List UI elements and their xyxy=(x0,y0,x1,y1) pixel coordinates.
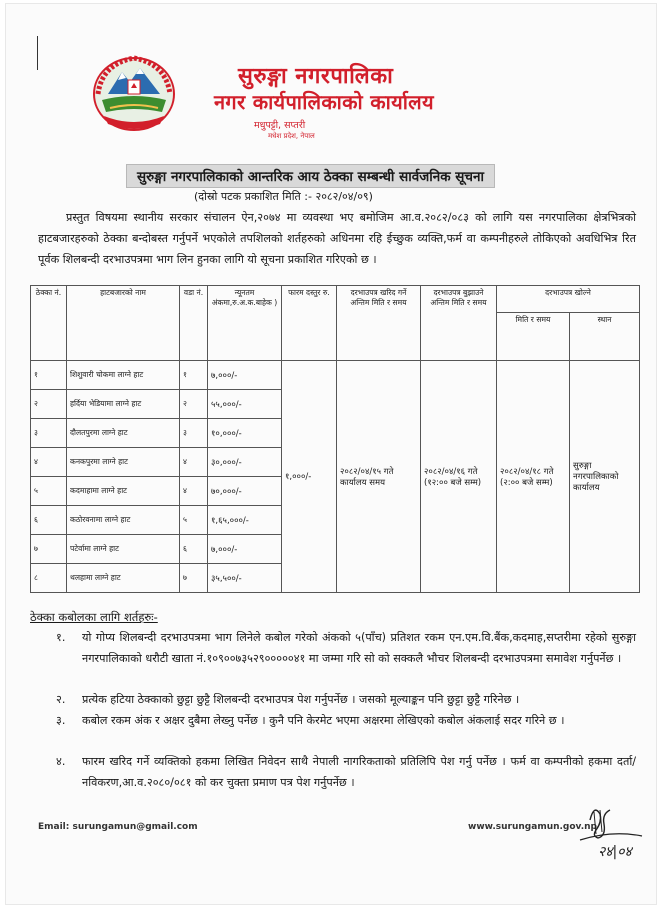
cell-sn: १ xyxy=(31,361,67,390)
condition-number: २. xyxy=(56,693,66,706)
handwritten-signature xyxy=(572,800,650,860)
cell-sn: २ xyxy=(31,390,67,419)
province: मधेश प्रदेश, नेपाल xyxy=(268,132,315,140)
cell-ward: ४ xyxy=(180,477,208,506)
cell-opening-datetime: २०८२/०४/१८ गते (२:०० बजे सम्म) xyxy=(497,361,570,593)
header-ward: वडा नं. xyxy=(180,286,208,361)
cell-ward: ३ xyxy=(180,419,208,448)
cell-market-name: हर्दिया भेडियामा लाग्ने हाट xyxy=(67,390,180,419)
header-min-amount: न्यूनतम अंकमा,रु.अ.क.बाहेक ) xyxy=(208,286,282,361)
cell-market-name: कठोरवनामा लाग्ने हाट xyxy=(67,506,180,535)
condition-item xyxy=(56,628,636,669)
conditions-heading: ठेक्का कबोलका लागि शर्तहरुः- xyxy=(30,610,158,624)
cell-market-name: दौलतपुरमा लाग्ने हाट xyxy=(67,419,180,448)
margin-mark xyxy=(37,36,38,70)
header-market-name: हाटबजारको नाम xyxy=(67,286,180,361)
cell-purchase-deadline: २०८२/०४/१५ गते कार्यालय समय xyxy=(337,361,421,593)
cell-sn: ३ xyxy=(31,419,67,448)
condition-item xyxy=(56,752,636,793)
nepal-emblem-logo xyxy=(88,50,180,134)
office-name: नगर कार्यपालिकाको कार्यालय xyxy=(214,90,434,114)
cell-form-fee: १,०००/- xyxy=(282,361,337,593)
condition-number: ४. xyxy=(56,755,66,768)
cell-amount: ३५,५००/- xyxy=(208,564,282,593)
cell-sn: ६ xyxy=(31,506,67,535)
signature-date: २४|०४ xyxy=(598,844,632,860)
notice-title: सुरुङ्गा नगरपालिकाको आन्तरिक आय ठेक्का सम्बन्धी सार्वजनिक सूचना xyxy=(126,164,495,188)
header-opening: दरभाउपत्र खोल्ने xyxy=(497,286,640,313)
header-form-fee: फारम दस्तुर रु. xyxy=(282,286,337,361)
condition-item xyxy=(56,711,636,732)
cell-ward: ७ xyxy=(180,564,208,593)
condition-text: यो गोप्य शिलबन्दी दरभाउपत्रमा भाग लिनेले कबोल गरेको अंकको ५(पाँच) प्रतिशत रकम एन.एम.वि.बैंक,कदमाह,सप्तरीमा रहेको सुरुङ्गा नगरपालिकाको धरौटी खाता नं.१०९००७३५२९०००००४१ मा जम्मा गरि सो को सक्कलै भौचर शिलबन्दी दरभाउपत्रमा समावेश गर्नुपर्नेछ । xyxy=(82,631,636,665)
cell-amount: ७,०००/- xyxy=(208,361,282,390)
website-url: www.surungamun.gov.np xyxy=(468,822,597,832)
condition-text: फारम खरिद गर्ने व्यक्तिको हकमा लिखित निवेदन साथै नेपाली नागरिकताको प्रतिलिपि पेश गर्नु पर्नेछ । फर्म वा कम्पनीको हकमा दर्ता/नविकरण,आ.व.२०८०/०८१ को कर चुक्ता प्रमाण पत्र पेश गर्नुपर्नेछ । xyxy=(82,755,636,789)
header-opening-datetime: मिति र समय xyxy=(497,313,570,361)
cell-market-name: थलहामा लाग्ने हाट xyxy=(67,564,180,593)
cell-market-name: कदमाहामा लाग्ने हाट xyxy=(67,477,180,506)
table-row xyxy=(31,361,640,390)
cell-ward: ४ xyxy=(180,448,208,477)
header-opening-place: स्थान xyxy=(570,313,640,361)
condition-text: प्रत्येक हटिया ठेक्काको छुट्टा छुट्टै शिलबन्दी दरभाउपत्र पेश गर्नुपर्नेछ । जसको मूल्याङ्कन पनि छुट्टा छुट्टै गरिनेछ । xyxy=(82,693,520,706)
cell-opening-place: सुरुङ्गा नगरपालिकाको कार्यालय xyxy=(570,361,640,593)
intro-paragraph: प्रस्तुत विषयमा स्थानीय सरकार संचालन ऐन,२०७४ मा व्यवस्था भए बमोजिम आ.व.२०८२/०८३ को लागि यस नगरपालिका क्षेत्रभित्रको हाटबजारहरुको ठेक्का बन्दोबस्त गर्नुपर्ने भएकोले तपशिलको शर्तहरुको अधिनमा रहि ईच्छुक व्यक्ति,फर्म वा कम्पनीहरुले तोकिएको अवधिभित्र रित पूर्वक शिलबन्दी दरभाउपत्रमा भाग लिन हुनका लागि यो सूचना प्रकाशित गरिएको छ । xyxy=(38,211,636,266)
cell-amount: १,६५,०००/- xyxy=(208,506,282,535)
cell-ward: ५ xyxy=(180,506,208,535)
cell-sn: ८ xyxy=(31,564,67,593)
notice-subtitle: (दोस्रो पटक प्रकाशित मिति :- २०८२/०४/०९) xyxy=(194,190,373,203)
cell-market-name: कनकपुरमा लाग्ने हाट xyxy=(67,448,180,477)
condition-item xyxy=(56,690,636,711)
cell-ward: १ xyxy=(180,361,208,390)
cell-amount: १०,०००/- xyxy=(208,419,282,448)
address: मधुपट्टी, सप्तरी xyxy=(254,120,306,131)
cell-submit-deadline: २०८२/०४/१६ गते (१२:०० बजे सम्म) xyxy=(421,361,497,593)
header-purchase-deadline: दरभाउपत्र खरिद गर्ने अन्तिम मिति र समय xyxy=(337,286,421,361)
header-submit-deadline: दरभाउपत्र बुझाउने अन्तिम मिति र समय xyxy=(421,286,497,361)
organization-name: सुरुङ्गा नगरपालिका xyxy=(238,64,394,89)
cell-amount: ५५,०००/- xyxy=(208,390,282,419)
email-address: Email: surungamun@gmail.com xyxy=(38,822,198,832)
condition-number: ३. xyxy=(56,714,66,727)
condition-text: कबोल रकम अंक र अक्षर दुबैमा लेख्नु पर्नेछ । कुनै पनि केरमेट भएमा अक्षरमा लेखिएको कबोल अंकलाई सदर गरिने छ । xyxy=(82,714,565,727)
tender-table xyxy=(30,285,640,593)
cell-amount: ३०,०००/- xyxy=(208,448,282,477)
cell-market-name: पटेर्वामा लाग्ने हाट xyxy=(67,535,180,564)
table-header-row xyxy=(31,286,640,313)
cell-amount: ७,०००/- xyxy=(208,535,282,564)
cell-sn: ७ xyxy=(31,535,67,564)
cell-market-name: शिशुवारी चोकमा लाग्ने हाट xyxy=(67,361,180,390)
cell-sn: ४ xyxy=(31,448,67,477)
cell-ward: २ xyxy=(180,390,208,419)
condition-number: १. xyxy=(56,631,66,644)
header-sn: ठेक्का नं. xyxy=(31,286,67,361)
cell-sn: ५ xyxy=(31,477,67,506)
cell-ward: ६ xyxy=(180,535,208,564)
cell-amount: ७०,०००/- xyxy=(208,477,282,506)
